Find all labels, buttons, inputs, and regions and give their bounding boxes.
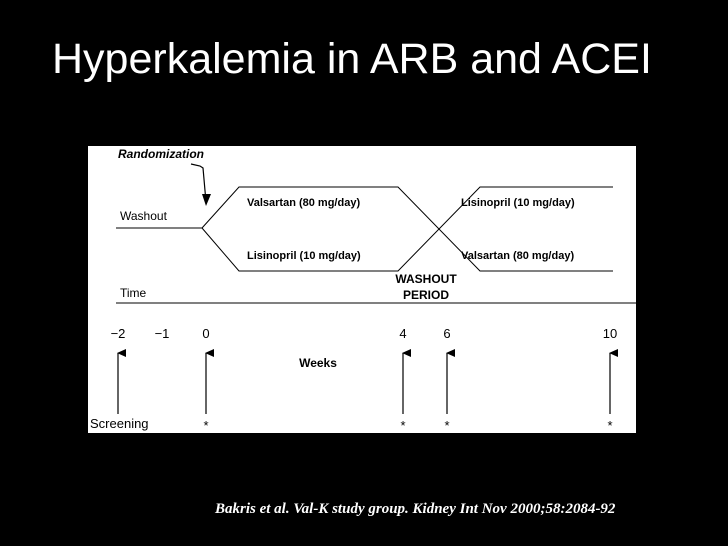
tick-label-minus2: −2	[110, 326, 126, 341]
tick-label-minus1: −1	[154, 326, 170, 341]
tick-label-0: 0	[202, 326, 210, 341]
time-label: Time	[120, 286, 147, 300]
visit-marker-week-10: *	[607, 418, 613, 433]
visit-marker-week-0: *	[203, 418, 209, 433]
visit-marker-week-6: *	[444, 418, 450, 433]
study-design-diagram	[88, 146, 636, 433]
randomization-arrowhead	[202, 194, 211, 206]
citation: Bakris et al. Val-K study group. Kidney Int Nov 2000;58:2084-92	[215, 501, 616, 517]
slide-title: Hyperkalemia in ARB and ACEI	[52, 35, 652, 83]
weeks-label: Weeks	[299, 356, 337, 370]
tick-label-10: 10	[602, 326, 618, 341]
washout-period-label-line1: WASHOUT	[395, 272, 457, 286]
washout-label: Washout	[120, 209, 167, 223]
randomization-label: Randomization	[118, 147, 204, 161]
diagram-canvas	[88, 146, 636, 433]
period2-top-label: Lisinopril (10 mg/day)	[461, 197, 575, 209]
period1-top-label: Valsartan (80 mg/day)	[247, 197, 361, 209]
period1-bottom-label: Lisinopril (10 mg/day)	[247, 250, 361, 262]
screening-label: Screening	[90, 416, 149, 431]
washout-period-label-line2: PERIOD	[402, 288, 450, 302]
tick-label-4: 4	[399, 326, 407, 341]
visit-marker-week-4: *	[400, 418, 406, 433]
period2-bottom-label: Valsartan (80 mg/day)	[461, 250, 575, 262]
tick-label-6: 6	[443, 326, 451, 341]
